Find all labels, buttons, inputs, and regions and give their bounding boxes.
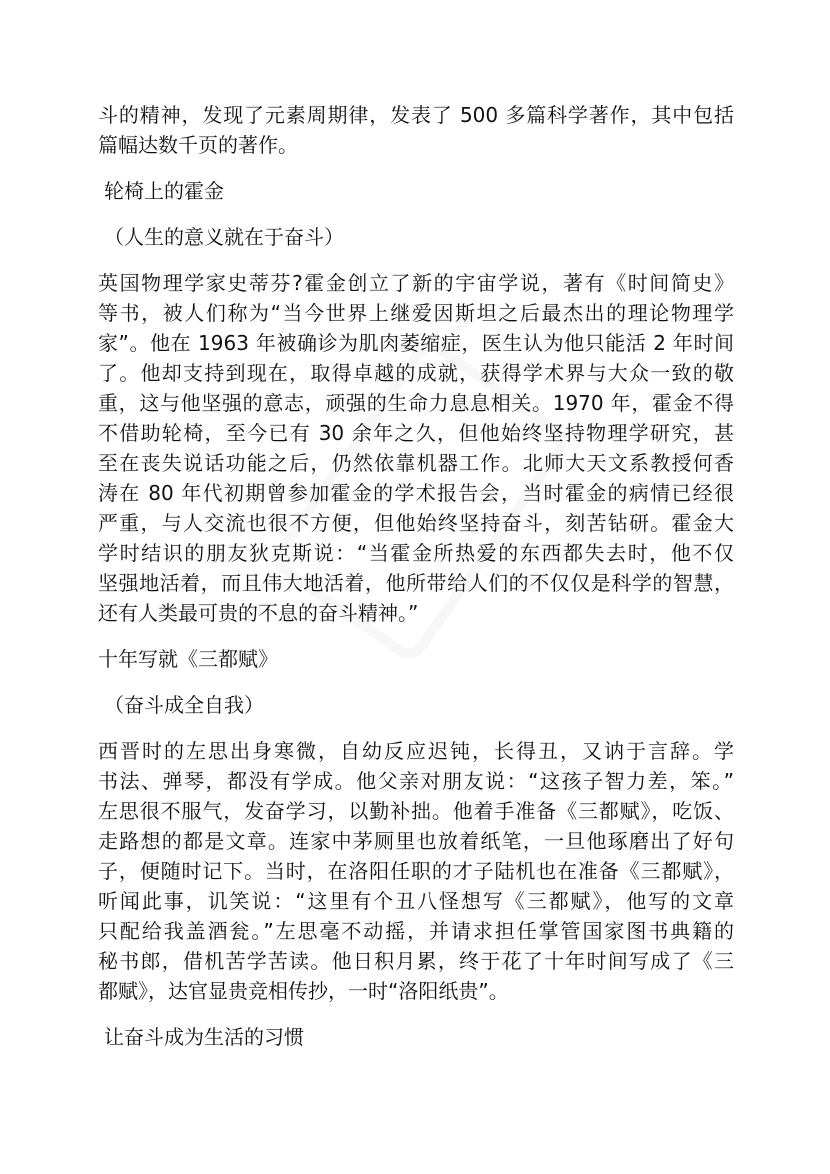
paragraph (98, 100, 734, 160)
text-line: 轮椅上的霍金 (104, 179, 224, 203)
document-body (98, 100, 734, 1068)
text-line: 十年写就《三都赋》 (98, 647, 278, 671)
text-line: 不借助轮椅，至今已有 30 余年之久，但他始终坚持物理学研究，甚 (98, 421, 734, 445)
text-line: 书法、弹琴，都没有学成。他父亲对朋友说：“这孩子智力差，笨。” (98, 769, 734, 793)
text-line: 英国物理学家史蒂芬?霍金创立了新的宇宙学说，著有《时间简史》 (98, 271, 734, 295)
text-line: 了。他却支持到现在，取得卓越的成就，获得学术界与大众一致的敬 (98, 361, 734, 385)
text-line: 让奋斗成为生活的习惯 (104, 1025, 304, 1049)
section-subheading (98, 222, 734, 252)
text-line: 左思很不服气，发奋学习，以勤补拙。他着手准备《三都赋》，吃饭、 (98, 799, 734, 823)
text-line: 听闻此事，讥笑说：“这里有个丑八怪想写《三都赋》，他写的文章 (98, 889, 734, 913)
text-line: 西晋时的左思出身寒微，自幼反应迟钝，长得丑，又讷于言辞。学 (98, 739, 734, 763)
paragraph (98, 736, 734, 1006)
text-line: 严重，与人交流也很不方便，但他始终坚持奋斗，刻苦钻研。霍金大 (98, 511, 734, 535)
text-line: 走路想的都是文章。连家中茅厕里也放着纸笔，一旦他琢磨出了好句 (98, 829, 734, 853)
text-line: 坚强地活着，而且伟大地活着，他所带给人们的不仅仅是科学的智慧， (98, 571, 734, 595)
paragraph (98, 268, 734, 628)
section-heading (98, 176, 734, 206)
text-line: 都赋》，达官显贵竞相传抄，一时“洛阳纸贵”。 (98, 979, 509, 1003)
text-line: 还有人类最可贵的不息的奋斗精神。” (98, 601, 419, 625)
section-heading (98, 1022, 734, 1052)
text-line: 篇幅达数千页的著作。 (98, 133, 298, 157)
text-line: 斗的精神，发现了元素周期律，发表了 500 多篇科学著作，其中包括 (98, 103, 734, 127)
text-line: 家”。他在 1963 年被确诊为肌肉萎缩症，医生认为他只能活 2 年时间 (98, 331, 734, 355)
text-line: 重，这与他坚强的意志，顽强的生命力息息相关。1970 年，霍金不得 (98, 391, 734, 415)
text-line: 等书，被人们称为“当今世界上继爱因斯坦之后最杰出的理论物理学 (98, 301, 734, 325)
text-line: 秘书郎，借机苦学苦读。他日积月累，终于花了十年时间写成了《三 (98, 949, 734, 973)
text-line: 至在丧失说话功能之后，仍然依靠机器工作。北师大天文系教授何香 (98, 451, 734, 475)
section-subheading (98, 690, 734, 720)
text-line: 子，便随时记下。当时，在洛阳任职的才子陆机也在准备《三都赋》， (98, 859, 734, 883)
text-line: （人生的意义就在于奋斗） (104, 225, 344, 249)
section-heading (98, 644, 734, 674)
text-line: 只配给我盖酒瓮。”左思毫不动摇，并请求担任掌管国家图书典籍的 (98, 919, 734, 943)
text-line: 学时结识的朋友狄克斯说：“当霍金所热爱的东西都失去时，他不仅 (98, 541, 734, 565)
text-line: 涛在 80 年代初期曾参加霍金的学术报告会，当时霍金的病情已经很 (98, 481, 734, 505)
text-line: （奋斗成全自我） (104, 693, 264, 717)
